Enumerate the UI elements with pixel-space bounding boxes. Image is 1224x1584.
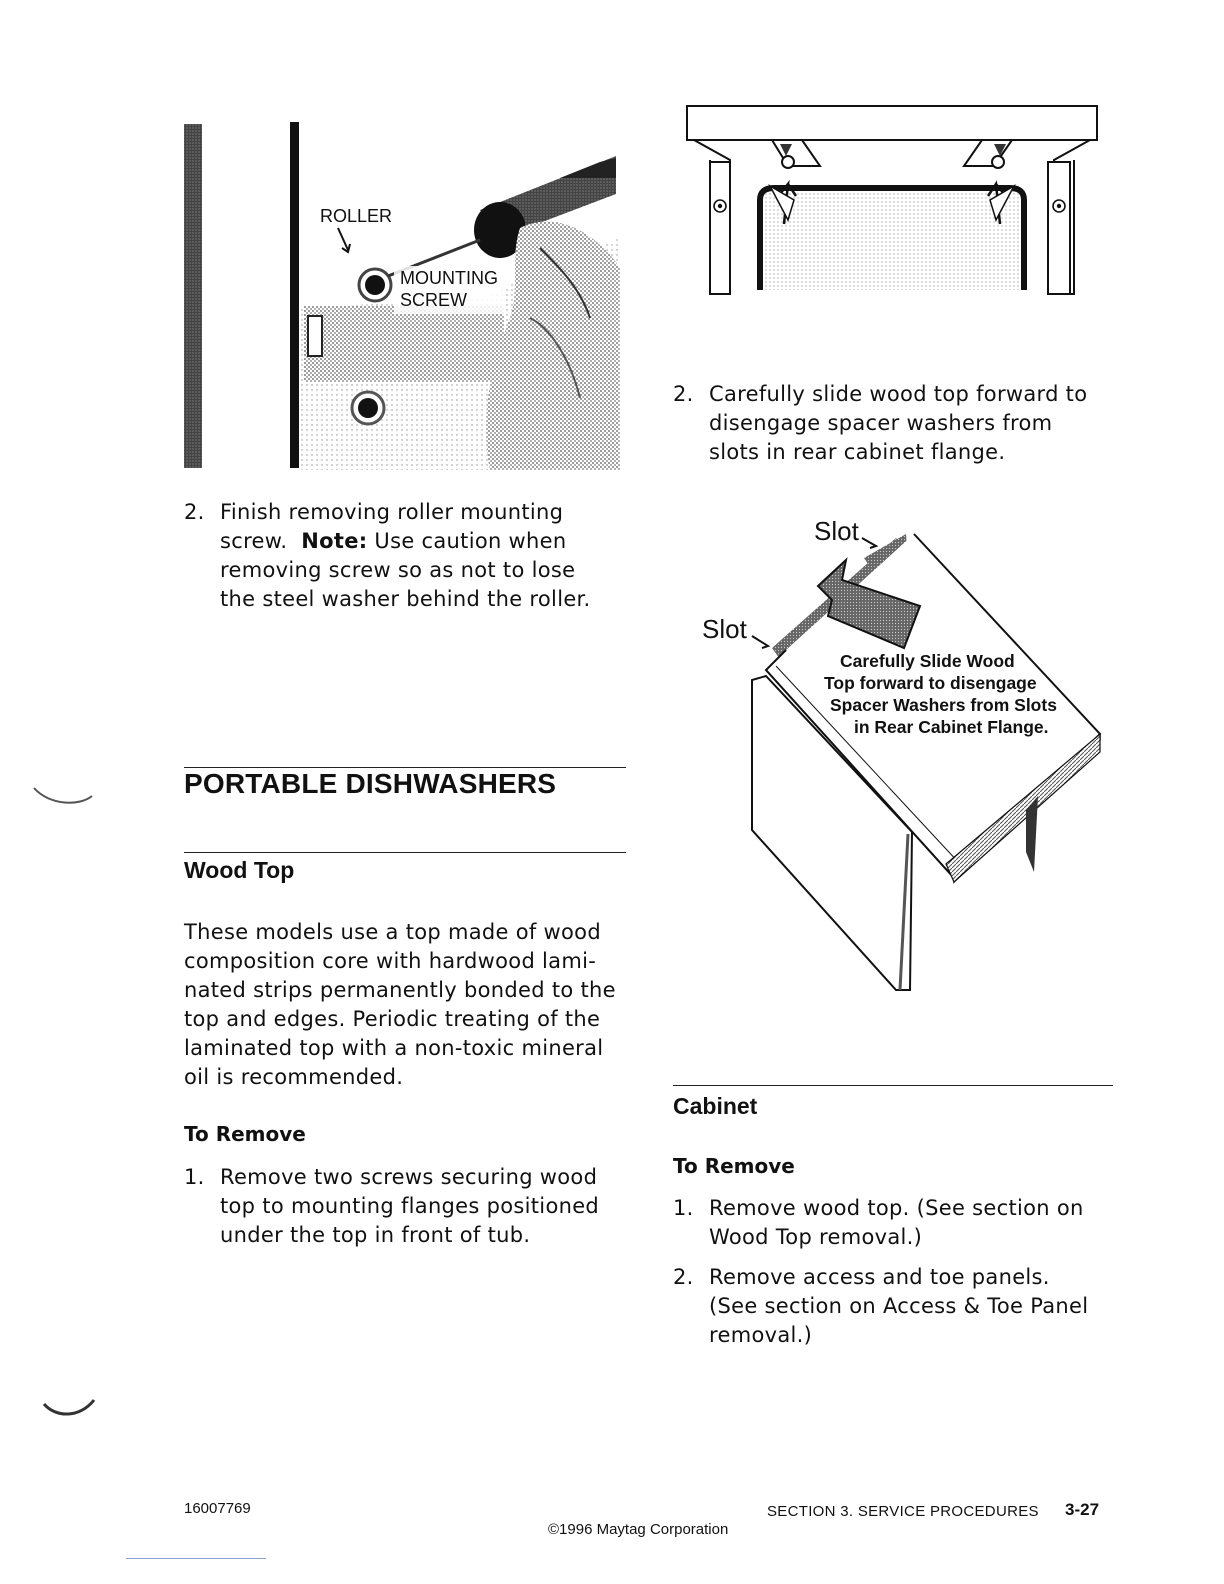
cabinet-step-1: 1. Remove wood top. (See section on Wood Top removal.) [673, 1196, 1084, 1249]
spacer-washer-left [782, 156, 794, 168]
binder-hole-mark-2 [40, 1390, 100, 1430]
page-number: 3-27 [1065, 1500, 1100, 1519]
hand-shading [486, 222, 620, 470]
wood-top-slide-diagram [696, 508, 1108, 996]
cabinet-edge-shading [184, 124, 202, 468]
tub-edge-line [290, 122, 299, 468]
left-side-panel [710, 162, 730, 294]
slot-left-label: Slot [702, 614, 747, 644]
slot-top-arrow [862, 538, 876, 548]
screw-label: SCREW [400, 290, 467, 310]
doc-number: 16007769 [184, 1500, 251, 1517]
wood-top-rule [184, 852, 626, 853]
copyright: ©1996 Maytag Corporation [548, 1521, 729, 1538]
callout-line-2: Top forward to disengage [824, 673, 1037, 693]
callout-line-1: Carefully Slide Wood [840, 651, 1015, 671]
left-step-2: 2. Finish removing roller mounting screw. Note: Use caution when removing screw so as not to lose the steel washer behind the roller. [184, 500, 591, 611]
slot-top-label: Slot [814, 516, 859, 546]
wood-top-paragraph: These models use a top made of wood composition core with hardwood lami- nated strips permanently bonded to the top and edges. Periodic treating of the laminated top with a non-toxic mineral oil is recommended. [184, 920, 616, 1089]
roller-arrow [338, 228, 348, 250]
rail-bracket [304, 306, 504, 382]
binder-hole-mark-1 [30, 780, 100, 820]
wood-top-to-remove: To Remove [184, 1122, 306, 1146]
callout-line-4: in Rear Cabinet Flange. [854, 717, 1049, 737]
wood-top-panel [687, 106, 1097, 140]
right-step-2: 2. Carefully slide wood top forward to disengage spacer washers from slots in rear cabinet flange. [673, 382, 1088, 464]
mounting-screw-head [365, 275, 385, 295]
wood-top-step-1: 1. Remove two screws securing wood top to mounting flanges positioned under the top in front of tub. [184, 1165, 600, 1247]
callout-line-3: Spacer Washers from Slots [830, 695, 1057, 715]
wood-top-title: Wood Top [184, 857, 295, 883]
cabinet-rule [673, 1085, 1113, 1086]
cabinet-to-remove: To Remove [673, 1154, 795, 1178]
lower-screw-head [358, 398, 378, 418]
mounting-label: MOUNTING [400, 268, 498, 288]
scan-artifact-line [126, 1558, 266, 1559]
footer-section: SECTION 3. SERVICE PROCEDURES [767, 1503, 1039, 1520]
section-title: PORTABLE DISHWASHERS [184, 768, 557, 799]
slot-left-arrow [752, 636, 768, 648]
roller-mounting-photo [180, 118, 622, 474]
wood-top-side-view [684, 104, 1100, 300]
cabinet-title: Cabinet [673, 1093, 758, 1119]
cabinet-step-2: 2. Remove access and toe panels. (See section on Access & Toe Panel removal.) [673, 1265, 1089, 1347]
spacer-washer-right [992, 156, 1004, 168]
right-side-panel [1048, 162, 1070, 294]
roller-label: ROLLER [320, 206, 393, 226]
